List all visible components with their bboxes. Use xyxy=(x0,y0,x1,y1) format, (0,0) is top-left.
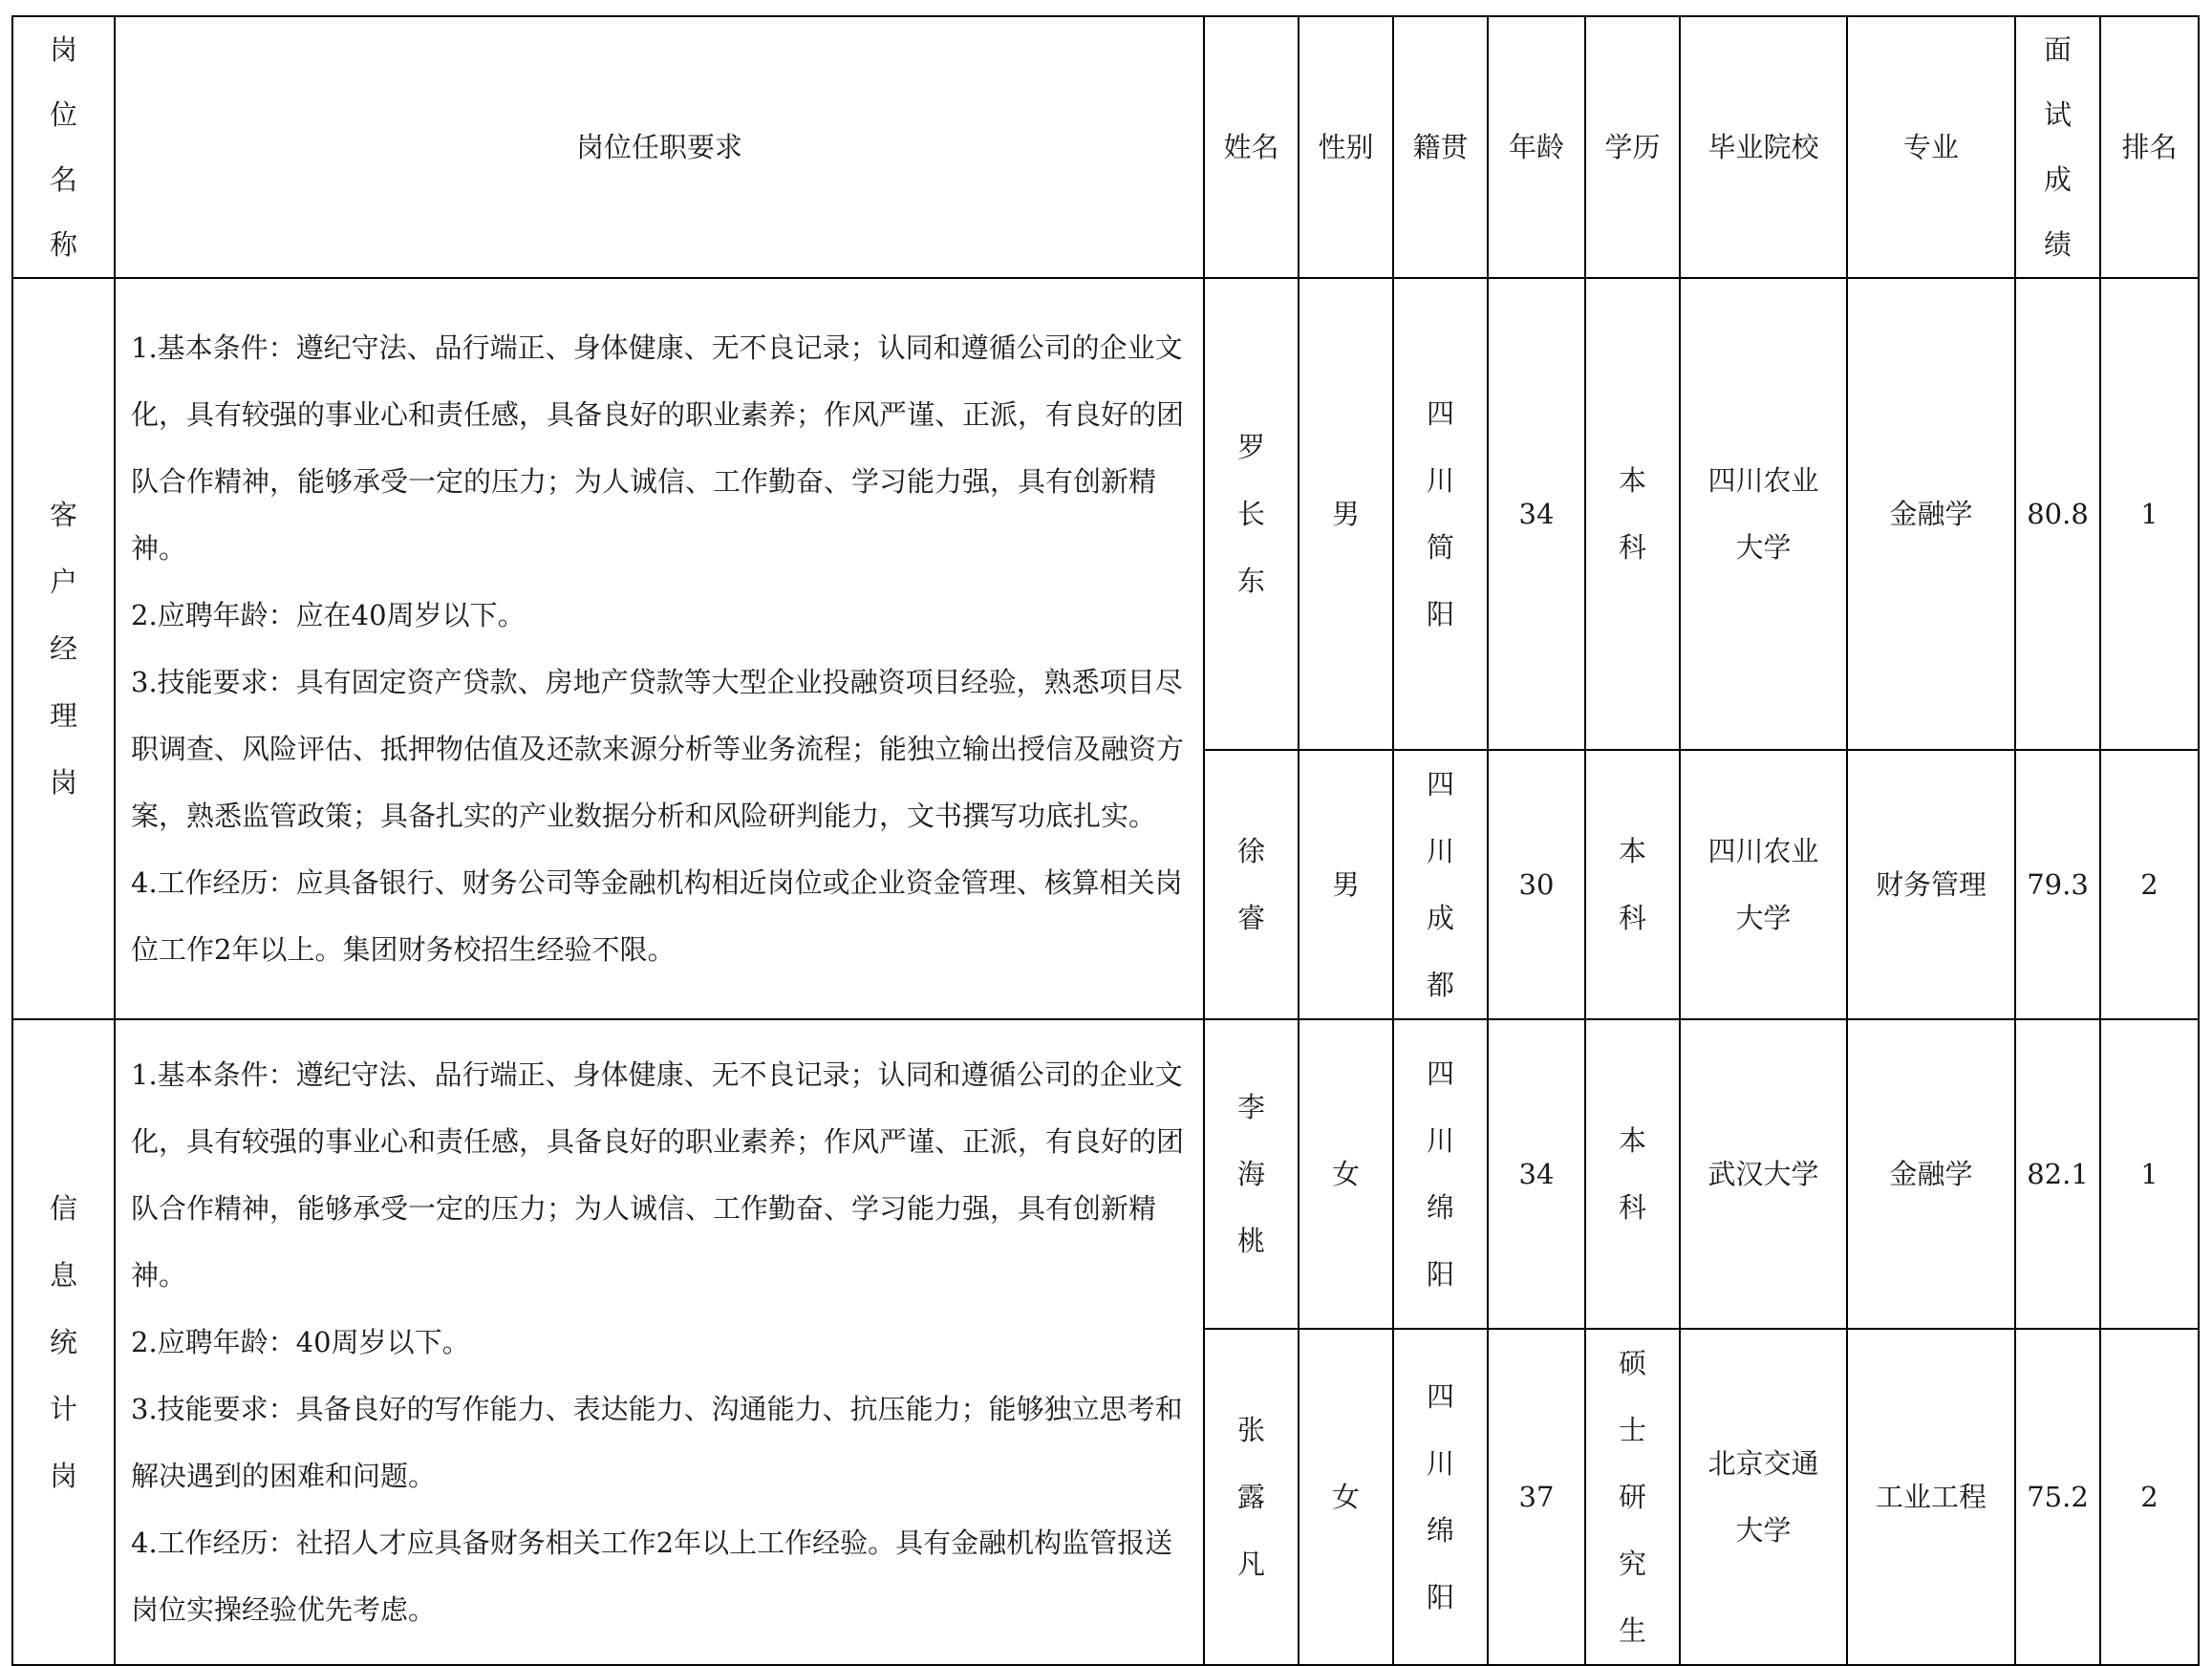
candidate-table xyxy=(11,15,2200,1666)
header-row xyxy=(12,16,2199,278)
candidate-origin: 四川简阳 xyxy=(1393,278,1488,750)
candidate-age: 30 xyxy=(1488,750,1585,1019)
candidate-name: 罗长东 xyxy=(1204,278,1299,750)
header-requirements: 岗位任职要求 xyxy=(115,16,1204,278)
candidate-name: 张露凡 xyxy=(1204,1329,1299,1665)
candidate-age: 34 xyxy=(1488,278,1585,750)
candidate-education: 本科 xyxy=(1585,1019,1680,1329)
candidate-major: 财务管理 xyxy=(1847,750,2015,1019)
requirements-cell xyxy=(115,1019,1204,1665)
candidate-origin: 四川绵阳 xyxy=(1393,1019,1488,1329)
position-cell: 信息统计岗 xyxy=(12,1019,115,1665)
requirement-item: 2.应聘年龄：40周岁以下。 xyxy=(131,1326,470,1358)
candidate-major: 金融学 xyxy=(1847,1019,2015,1329)
candidate-major: 金融学 xyxy=(1847,278,2015,750)
header-position: 岗位名称 xyxy=(12,16,115,278)
candidate-age: 34 xyxy=(1488,1019,1585,1329)
header-age: 年龄 xyxy=(1488,16,1585,278)
candidate-score: 80.8 xyxy=(2015,278,2100,750)
requirement-item: 1.基本条件：遵纪守法、品行端正、身体健康、无不良记录；认同和遵循公司的企业文化，具有较强的事业心和责任感，具备良好的职业素养；作风严谨、正派，有良好的团队合作精神，能够承受一定的压力；为人诚信、工作勤奋、学习能力强，具有创新精神。 xyxy=(131,1058,1185,1292)
candidate-rank: 2 xyxy=(2100,1329,2199,1665)
candidate-education: 本科 xyxy=(1585,750,1680,1019)
header-rank: 排名 xyxy=(2100,16,2199,278)
requirements-cell xyxy=(115,278,1204,1019)
candidate-score: 79.3 xyxy=(2015,750,2100,1019)
candidate-school: 四川农业大学 xyxy=(1680,278,1847,750)
header-education: 学历 xyxy=(1585,16,1680,278)
candidate-education: 本科 xyxy=(1585,278,1680,750)
candidate-age: 37 xyxy=(1488,1329,1585,1665)
candidate-score: 75.2 xyxy=(2015,1329,2100,1665)
candidate-gender: 男 xyxy=(1299,750,1393,1019)
candidate-gender: 男 xyxy=(1299,278,1393,750)
candidate-rank: 1 xyxy=(2100,278,2199,750)
candidate-school: 四川农业大学 xyxy=(1680,750,1847,1019)
requirement-item: 3.技能要求：具备良好的写作能力、表达能力、沟通能力、抗压能力；能够独立思考和解决遇到的困难和问题。 xyxy=(131,1393,1183,1492)
requirement-item: 2.应聘年龄：应在40周岁以下。 xyxy=(131,599,526,631)
requirement-item: 4.工作经历：社招人才应具备财务相关工作2年以上工作经验。具有金融机构监管报送岗位实操经验优先考虑。 xyxy=(131,1527,1173,1626)
candidate-rank: 2 xyxy=(2100,750,2199,1019)
candidate-name: 李海桃 xyxy=(1204,1019,1299,1329)
position-cell: 客户经理岗 xyxy=(12,278,115,1019)
requirement-item: 4.工作经历：应具备银行、财务公司等金融机构相近岗位或企业资金管理、核算相关岗位工作2年以上。集团财务校招生经验不限。 xyxy=(131,866,1183,966)
candidate-education: 硕士研究生 xyxy=(1585,1329,1680,1665)
candidate-gender: 女 xyxy=(1299,1019,1393,1329)
table-row xyxy=(12,1019,2199,1329)
candidate-origin: 四川成都 xyxy=(1393,750,1488,1019)
header-gender: 性别 xyxy=(1299,16,1393,278)
header-name: 姓名 xyxy=(1204,16,1299,278)
candidate-name: 徐睿 xyxy=(1204,750,1299,1019)
candidate-origin: 四川绵阳 xyxy=(1393,1329,1488,1665)
candidate-gender: 女 xyxy=(1299,1329,1393,1665)
header-origin: 籍贯 xyxy=(1393,16,1488,278)
requirement-item: 3.技能要求：具有固定资产贷款、房地产贷款等大型企业投融资项目经验，熟悉项目尽职调查、风险评估、抵押物估值及还款来源分析等业务流程；能独立输出授信及融资方案，熟悉监管政策；具备扎实的产业数据分析和风险研判能力，文书撰写功底扎实。 xyxy=(131,666,1185,832)
header-major: 专业 xyxy=(1847,16,2015,278)
candidate-school: 武汉大学 xyxy=(1680,1019,1847,1329)
table-row xyxy=(12,278,2199,750)
candidate-rank: 1 xyxy=(2100,1019,2199,1329)
header-score: 面试成绩 xyxy=(2015,16,2100,278)
candidate-school: 北京交通大学 xyxy=(1680,1329,1847,1665)
candidate-major: 工业工程 xyxy=(1847,1329,2015,1665)
header-school: 毕业院校 xyxy=(1680,16,1847,278)
candidate-score: 82.1 xyxy=(2015,1019,2100,1329)
requirement-item: 1.基本条件：遵纪守法、品行端正、身体健康、无不良记录；认同和遵循公司的企业文化，具有较强的事业心和责任感，具备良好的职业素养；作风严谨、正派，有良好的团队合作精神，能够承受一定的压力；为人诚信、工作勤奋、学习能力强，具有创新精神。 xyxy=(131,331,1185,565)
